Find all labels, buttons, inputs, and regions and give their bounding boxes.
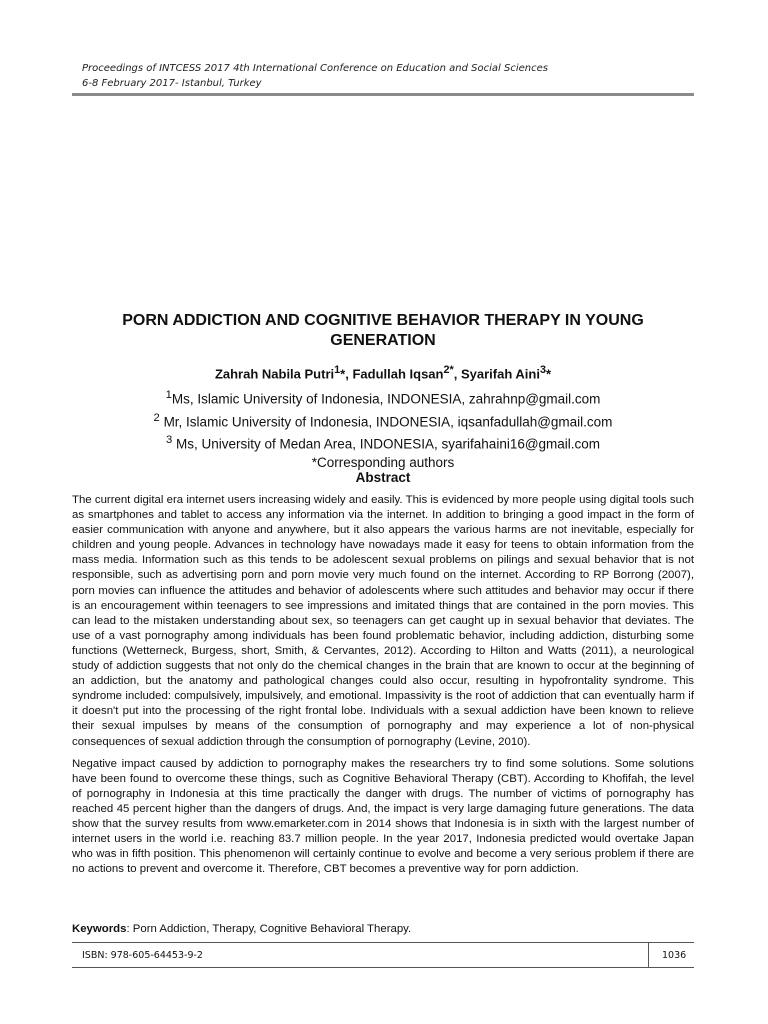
isbn: ISBN: 978-605-64453-9-2 [82, 950, 203, 961]
affiliation-1-text: Ms, Islamic University of Indonesia, INDONESIA, zahrahnp@gmail.com [171, 391, 601, 407]
affiliation-3 [72, 431, 694, 454]
author-3: Syarifah Aini [460, 366, 540, 382]
corresponding-note: *Corresponding authors [311, 454, 455, 470]
author-1: Zahrah Nabila Putri [214, 366, 335, 382]
keywords-text: : Porn Addiction, Therapy, Cognitive Behavioral Therapy. [126, 923, 412, 935]
affiliation-2-text: Mr, Islamic University of Indonesia, INDONESIA, iqsanfadullah@gmail.com [159, 414, 613, 429]
proceedings-header [82, 61, 694, 91]
keywords-label: Keywords [72, 923, 127, 935]
page-number: 1036 [662, 950, 687, 961]
abstract-paragraph-2: Negative impact caused by addiction to pornography makes the researchers try to find some solutions. Some solutions have been found to overcome these things, such as Cognitive Behavioral Therapy (CBT). According to Khofifah, the level of pornography in Indonesia at this time practically the danger with drugs. The number of victims of pornography has reached 45 percent higher than the dangers of drugs. And, the impact is very large damaging future generations. The data show that the survey results from www.emarketer.com in 2014 shows that Indonesia is in sixth with the largest number of internet users in the world i.e. reaching 83.7 million people. In the year 2017, Indonesia predicted would overtake Japan who was in fifth position. This phenomenon will certainly continue to evolve and become a very serious problem if there are no actions to prevent and overcome it. Therefore, CBT becomes a preventive way for porn addiction. [72, 757, 694, 876]
author-2: Fadullah Iqsan [352, 366, 444, 382]
abstract-heading: Abstract [355, 470, 411, 485]
page-footer [72, 943, 694, 967]
header-rule [72, 93, 694, 96]
affiliation-3-text: Ms, University of Medan Area, INDONESIA, syarifahaini16@gmail.com [172, 436, 601, 452]
author-2-sup: 2* [443, 364, 454, 376]
keywords [72, 922, 694, 937]
footer-bottom-rule [72, 967, 694, 968]
affiliation-3-sup: 3 [165, 434, 173, 446]
header-line-1: Proceedings of INTCESS 2017 4th International Conference on Education and Social Sciences [82, 63, 548, 74]
affiliation-1 [72, 386, 694, 409]
abstract-body [72, 493, 694, 884]
author-line: Zahrah Nabila Putri$^1$*, Fadullah Iqsan$^{2*}$, Syarifah Aini$^3$* [214, 364, 552, 382]
footer-divider [648, 943, 649, 967]
author-3-sup: 3 [539, 364, 546, 376]
header-line-2: 6-8 February 2017- Istanbul, Turkey [82, 78, 262, 89]
affiliations [72, 386, 694, 472]
author-1-sup: 1 [334, 364, 341, 376]
affiliation-2 [72, 409, 694, 432]
abstract-paragraph-1: The current digital era internet users increasing widely and easily. This is evidenced by more people using digital tools such as smartphones and tablet to access any information via the internet. In addition to bringing a good impact in the form of easier communication with anyone and anywhere, but it also appears the various harms are not inevitable, especially for children and young people. Advances in technology have nowadays made it easy for teens to obtain information from the mass media. Information such as this tends to be adolescent sexual problems on pilings and sexual behavior that is not responsible, such as advertising porn and porn movie very much found on the internet. According to RP Borrong (2007), porn movies can influence the attitudes and behavior of adolescents where such attitudes and behavior may occur if there is an encouragement within teenagers to see impressions and imitated things that are contained in the porn movies. This can lead to the mistaken understanding about sex, so teenagers can get caught up in sexual behavior that deviates. The use of a vast pornography among individuals has been found problematic behavior, including addiction, disturbing some functions (Wetterneck, Burgess, short, Smith, & Cervantes, 2012). According to Hilton and Watts (2011), a neurological study of addiction suggests that not only do the chemical changes in the brain that are known to occur at the beginning of an addiction, but the anatomy and pathological changes could also occur, resulting in hypofrontality syndrome. This syndrome included: compulsively, impulsively, and emotional. Impassivity is the root of addiction that can eventually harm if it doesn't put into the processing of the right frontal lobe. Individuals with a sexual addiction have been known to relieve their sexual impulses by means of the consumption of pornography and may experience a lot of non-physical consequences of sexual addiction through the consumption of pornography (Levine, 2010). [72, 494, 694, 748]
paper-title: PORN ADDICTION AND COGNITIVE BEHAVIOR THERAPY IN YOUNG GENERATION [122, 312, 644, 349]
affiliation-2-sup: 2 [153, 411, 160, 424]
affiliation-1-sup: 1 [165, 389, 172, 401]
